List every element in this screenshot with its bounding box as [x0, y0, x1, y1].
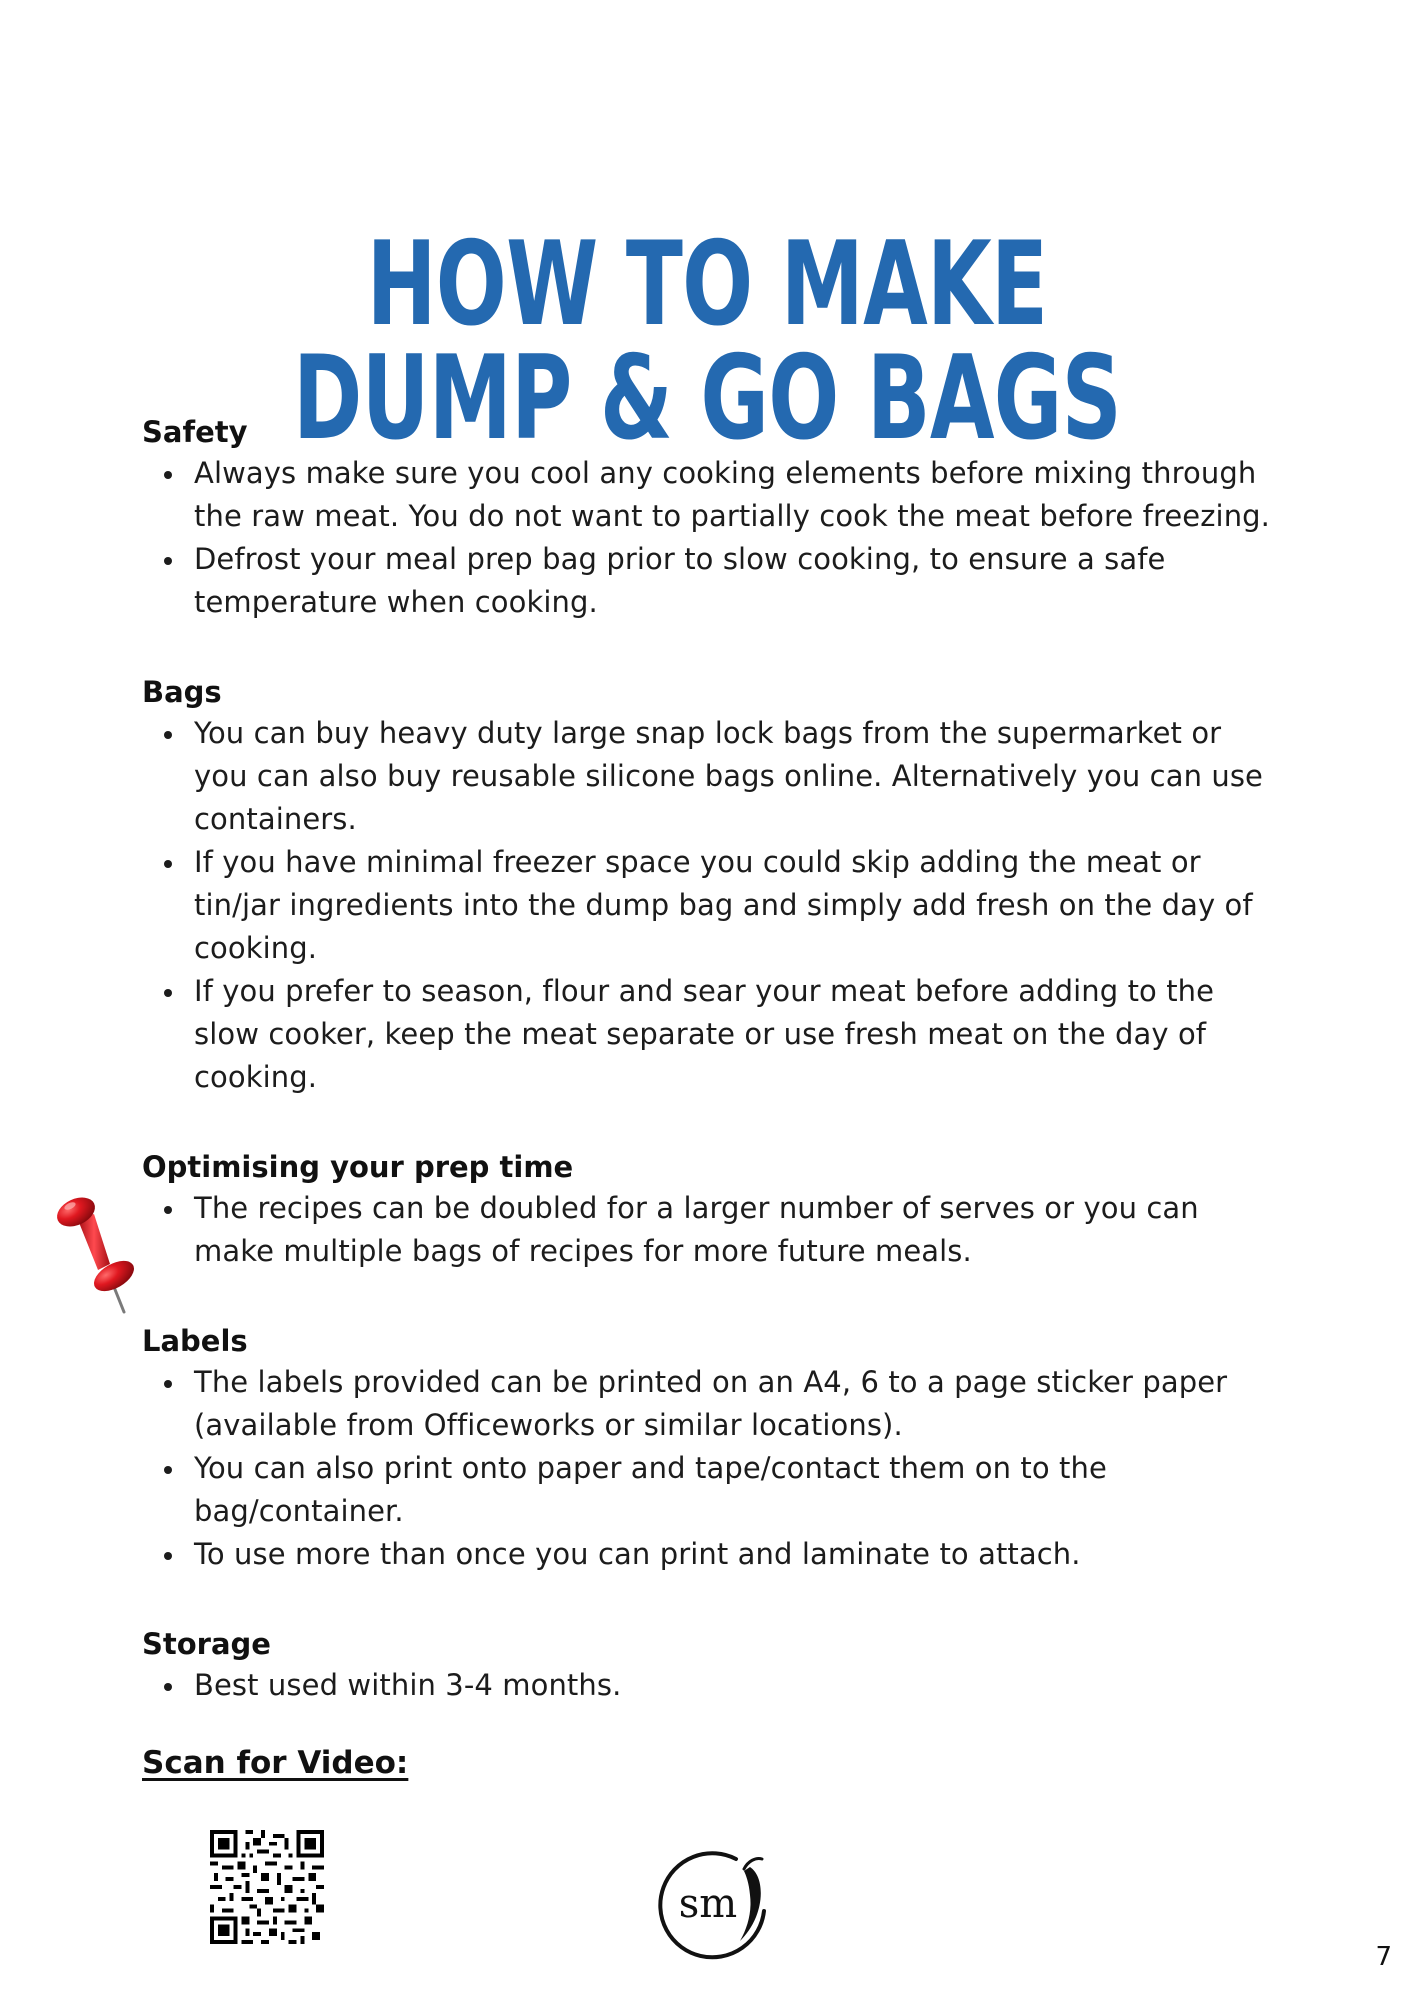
list-item: The recipes can be doubled for a larger number of serves or you can make multiple bags of recipes for more future meals.: [194, 1187, 1282, 1273]
section-heading: Labels: [142, 1324, 248, 1358]
section-heading: Safety: [142, 415, 248, 449]
list-item: If you have minimal freezer space you could skip adding the meat or tin/jar ingredients into the dump bag and simply add fresh on the day of cooking.: [194, 841, 1282, 970]
qr-code[interactable]: [210, 1830, 324, 1944]
pushpin-icon: [52, 1190, 144, 1314]
section-heading: Optimising your prep time: [142, 1150, 574, 1184]
list-item: If you prefer to season, flour and sear your meat before adding to the slow cooker, keep the meat separate or use fresh meat on the day of cooking.: [194, 970, 1282, 1099]
list-item: The labels provided can be printed on an A4, 6 to a page sticker paper (available from Officeworks or similar locations).: [194, 1361, 1282, 1447]
section-heading: Bags: [142, 675, 222, 709]
list-item: To use more than once you can print and laminate to attach.: [194, 1533, 1282, 1576]
bullet-list: [142, 1664, 1282, 1707]
page-number: 7: [1375, 1942, 1392, 1972]
list-item: Defrost your meal prep bag prior to slow cooking, to ensure a safe temperature when cooking.: [194, 538, 1282, 624]
brand-logo: [652, 1845, 776, 1967]
section-heading: Storage: [142, 1627, 271, 1661]
bullet-list: [142, 452, 1282, 624]
list-item: Always make sure you cool any cooking elements before mixing through the raw meat. You do not want to partially cook the meat before freezing.: [194, 452, 1282, 538]
list-item: Best used within 3-4 months.: [194, 1664, 1282, 1707]
list-item: You can buy heavy duty large snap lock bags from the supermarket or you can also buy reusable silicone bags online. Alternatively you can use containers.: [194, 712, 1282, 841]
section-bags: [142, 672, 1282, 1099]
bullet-list: [142, 1361, 1282, 1576]
section-labels: [142, 1321, 1282, 1576]
title-line-2: DUMP & GO BAGS: [292, 330, 1122, 466]
scan-for-video-label: Scan for Video:: [142, 1745, 409, 1781]
list-item: You can also print onto paper and tape/contact them on to the bag/container.: [194, 1447, 1282, 1533]
bullet-list: [142, 712, 1282, 1099]
content-body: [142, 412, 1282, 1783]
section-optimising: [142, 1147, 1282, 1273]
title-line-1: HOW TO MAKE: [366, 216, 1048, 352]
logo-text: sm: [678, 1881, 738, 1927]
section-safety: [142, 412, 1282, 624]
section-storage: [142, 1624, 1282, 1707]
bullet-list: [142, 1187, 1282, 1273]
